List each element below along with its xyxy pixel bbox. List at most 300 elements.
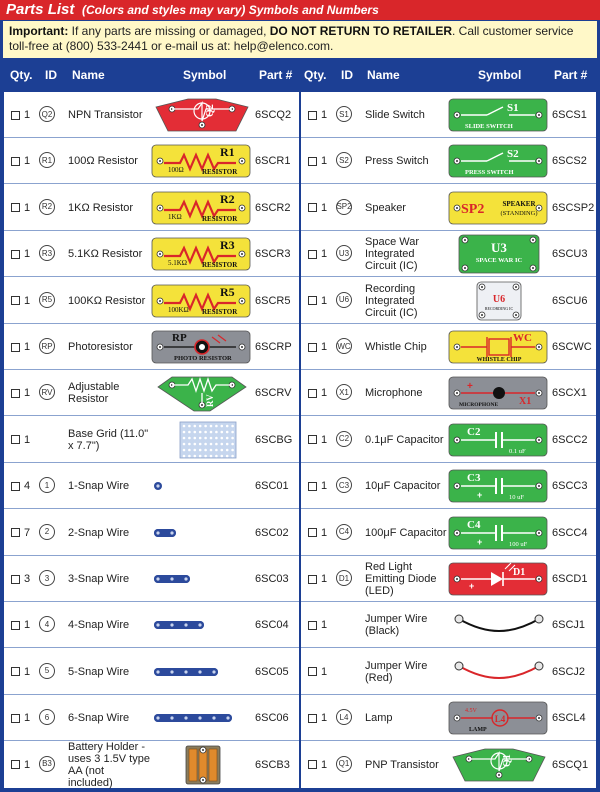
part-name: Lamp — [365, 712, 393, 725]
part-number: 6SCBG — [255, 433, 293, 446]
symbol-cell — [447, 234, 551, 274]
plus-sign: + — [477, 536, 483, 547]
symbol-label: Q1 — [502, 753, 513, 767]
mic-part-symbol — [447, 373, 551, 413]
qty-cell — [11, 417, 30, 463]
symbol-cell — [150, 605, 254, 645]
r-part-symbol — [150, 281, 254, 321]
qty-cell — [308, 556, 327, 602]
table-row — [301, 324, 596, 370]
right-column-header — [301, 64, 596, 86]
symbol-label: LAMP — [469, 727, 487, 734]
symbol-cell — [447, 605, 551, 645]
qty-value: 1 — [321, 155, 328, 168]
symbol-cell — [447, 420, 551, 460]
snap-part-symbol — [150, 513, 254, 553]
qty-cell — [308, 417, 327, 463]
sp-part-symbol — [447, 188, 551, 228]
part-name: 5-Snap Wire — [68, 665, 130, 678]
table-row — [4, 649, 299, 695]
id-badge: 4 — [39, 616, 55, 632]
id-badge: 5 — [39, 663, 55, 679]
id-badge: U6 — [336, 292, 352, 308]
symbol-label: U6 — [492, 293, 506, 305]
symbol-label: 5.1KΩ — [168, 259, 188, 268]
left-column-header — [4, 64, 299, 86]
symbol-label: RESISTOR — [202, 214, 238, 223]
id-badge: R5 — [39, 292, 55, 308]
qty-value: 1 — [321, 758, 328, 771]
header-symbol: Symbol — [183, 68, 227, 82]
symbol-cell — [447, 652, 551, 692]
symbol-label: 0.1 uF — [509, 447, 526, 455]
symbol-label: S1 — [507, 102, 519, 114]
id-badge: Q1 — [336, 756, 352, 772]
symbol-cell — [150, 95, 254, 135]
checkbox-icon[interactable] — [308, 343, 317, 352]
table-row — [301, 649, 596, 695]
icw-part-symbol — [447, 281, 551, 321]
symbol-label: C2 — [467, 425, 481, 438]
checkbox-icon[interactable] — [11, 621, 20, 630]
header-name: Name — [72, 68, 105, 82]
symbol-label: R2 — [220, 191, 235, 206]
qty-cell — [308, 278, 327, 324]
table-row — [301, 742, 596, 788]
symbol-cell — [150, 373, 254, 413]
part-number: 6SCR5 — [255, 294, 291, 307]
notice-contact: . Call customer service toll-free at (800) 533-2441 or e-mail us at: help@elenco.com. — [9, 24, 574, 53]
bat-part-symbol — [150, 745, 254, 785]
symbol-label: SP2 — [461, 201, 485, 217]
qty-cell — [308, 324, 327, 370]
part-name: Whistle Chip — [365, 341, 427, 353]
part-name: Microphone — [365, 387, 423, 400]
snap-part-symbol — [150, 559, 254, 599]
checkbox-icon[interactable] — [11, 714, 20, 723]
checkbox-icon[interactable] — [11, 435, 20, 444]
id-badge: 1 — [39, 477, 55, 493]
symbol-label: RESISTOR — [202, 307, 238, 316]
part-number: 6SCU3 — [552, 248, 588, 261]
checkbox-icon[interactable] — [11, 250, 20, 259]
cap-part-symbol — [447, 466, 551, 506]
qty-cell — [11, 278, 30, 324]
lamp-part-symbol — [447, 698, 551, 738]
checkbox-icon[interactable] — [11, 111, 20, 120]
id-badge: 3 — [39, 570, 55, 586]
checkbox-icon[interactable] — [308, 667, 317, 676]
checkbox-icon[interactable] — [308, 157, 317, 166]
symbol-cell — [150, 281, 254, 321]
checkbox-icon[interactable] — [11, 389, 20, 398]
qty-cell — [308, 463, 327, 509]
header-qty: Qty. — [304, 68, 327, 82]
part-name: 6-Snap Wire — [68, 712, 130, 725]
page-subtitle: (Colors and styles may vary) Symbols and Numbers — [82, 3, 379, 17]
qty-value: 1 — [321, 109, 328, 121]
table-row — [4, 278, 299, 324]
part-name: 100KΩ Resistor — [68, 294, 146, 307]
part-name: Adjustable Resistor — [68, 381, 120, 406]
part-name: Recording Integrated Circuit (IC) — [365, 282, 418, 319]
part-name: Battery Holder - uses 3 1.5V type AA (not included) — [68, 740, 150, 789]
symbol-label: X1 — [519, 396, 532, 408]
id-badge: RP — [39, 338, 55, 354]
qty-cell — [308, 231, 327, 277]
id-badge: 6 — [39, 709, 55, 725]
qty-value: 1 — [24, 712, 31, 725]
q-part-symbol — [447, 745, 551, 785]
part-name: 0.1μF Capacitor — [365, 433, 444, 446]
table-row — [301, 695, 596, 741]
part-name: Jumper Wire (Black) — [365, 613, 428, 638]
checkbox-icon[interactable] — [11, 528, 20, 537]
symbol-cell — [150, 327, 254, 367]
id-badge: WC — [336, 338, 352, 354]
table-row — [4, 92, 299, 138]
checkbox-icon[interactable] — [11, 343, 20, 352]
symbol-cell — [150, 188, 254, 228]
qty-value: 1 — [321, 480, 328, 493]
table-row — [301, 556, 596, 602]
part-name: PNP Transistor — [365, 758, 439, 771]
table-row — [301, 370, 596, 416]
symbol-cell — [150, 466, 254, 506]
qty-cell — [11, 510, 30, 556]
checkbox-icon[interactable] — [308, 250, 317, 259]
symbol-label: 10 uF — [509, 494, 524, 502]
part-name: NPN Transistor — [68, 109, 143, 121]
qty-cell — [11, 695, 30, 741]
snap-part-symbol — [150, 466, 254, 506]
symbol-label: PRESS SWITCH — [465, 169, 514, 177]
part-number: 6SCL4 — [552, 712, 586, 725]
part-number: 6SCQ2 — [255, 109, 292, 121]
part-number: 6SCQ1 — [552, 758, 589, 771]
table-row — [4, 510, 299, 556]
id-badge: C2 — [336, 431, 352, 447]
part-name: Red Light Emitting Diode (LED) — [365, 561, 437, 597]
checkbox-icon[interactable] — [308, 621, 317, 630]
symbol-cell — [447, 281, 551, 321]
rp-part-symbol — [150, 327, 254, 367]
qty-cell — [11, 185, 30, 231]
part-name: 1KΩ Resistor — [68, 201, 134, 214]
part-name: 10μF Capacitor — [365, 480, 441, 493]
qty-cell — [11, 742, 30, 788]
snap-part-symbol — [150, 652, 254, 692]
part-number: 6SCC2 — [552, 433, 588, 446]
q-part-symbol — [150, 95, 254, 135]
symbol-label: 100 uF — [509, 540, 528, 548]
symbol-cell — [447, 513, 551, 553]
header-part: Part # — [259, 68, 293, 82]
id-badge: X1 — [336, 384, 352, 400]
part-number: 6SC05 — [255, 665, 289, 678]
qty-value: 1 — [321, 433, 328, 446]
part-number: 6SCJ1 — [552, 619, 586, 632]
symbol-label: R5 — [220, 284, 235, 299]
qty-value: 7 — [24, 526, 31, 539]
symbol-label: C4 — [467, 518, 481, 531]
checkbox-icon[interactable] — [308, 482, 317, 491]
id-badge: C4 — [336, 524, 352, 540]
id-badge: S2 — [336, 152, 352, 168]
symbol-cell — [150, 652, 254, 692]
table-row — [4, 556, 299, 602]
qty-value: 1 — [24, 665, 31, 678]
header-id: ID — [45, 68, 57, 82]
part-number: 6SC04 — [255, 619, 289, 632]
qty-value: 1 — [321, 294, 328, 307]
symbol-label: SLIDE SWITCH — [465, 123, 513, 130]
header-symbol: Symbol — [478, 68, 522, 82]
checkbox-icon[interactable] — [11, 575, 20, 584]
checkbox-icon[interactable] — [308, 296, 317, 305]
qty-value: 1 — [321, 619, 328, 632]
part-name: Base Grid (11.0" x 7.7") — [68, 427, 149, 452]
symbol-label: PHOTO RESISTOR — [174, 355, 232, 362]
symbol-cell — [447, 95, 551, 135]
led-part-symbol — [447, 559, 551, 599]
symbol-label: SPEAKER — [502, 199, 536, 208]
qty-value: 1 — [321, 526, 328, 539]
qty-cell — [11, 231, 30, 277]
qty-value: 1 — [321, 387, 328, 400]
part-number: 6SCWC — [552, 341, 592, 353]
table-row — [4, 602, 299, 648]
plus-sign: + — [467, 381, 473, 393]
ic-part-symbol — [447, 234, 551, 274]
symbol-label: RECORDING IC — [484, 305, 514, 311]
sw-part-symbol — [447, 141, 551, 181]
checkbox-icon[interactable] — [308, 760, 317, 769]
table-row — [4, 695, 299, 741]
symbol-label: Q2 — [205, 104, 216, 117]
id-badge: RV — [39, 384, 55, 400]
part-number: 6SCB3 — [255, 758, 290, 771]
qty-cell — [11, 463, 30, 509]
qty-cell — [308, 510, 327, 556]
qty-cell — [11, 324, 30, 370]
part-number: 6SCSP2 — [552, 201, 595, 214]
id-badge: R1 — [39, 152, 55, 168]
qty-value: 1 — [24, 294, 31, 307]
part-name: 4-Snap Wire — [68, 619, 130, 632]
table-row — [301, 417, 596, 463]
table-row — [4, 463, 299, 509]
checkbox-icon[interactable] — [11, 482, 20, 491]
qty-cell — [11, 138, 30, 184]
symbol-cell — [150, 559, 254, 599]
jw-part-symbol — [447, 605, 551, 645]
part-name: Press Switch — [365, 155, 429, 168]
checkbox-icon[interactable] — [11, 760, 20, 769]
symbol-cell — [150, 745, 254, 785]
cap-part-symbol — [447, 420, 551, 460]
part-name: Photoresistor — [68, 341, 133, 353]
symbol-label: RV — [205, 394, 215, 408]
left-parts-table — [4, 92, 299, 788]
checkbox-icon[interactable] — [308, 575, 317, 584]
symbol-label: 1KΩ — [168, 212, 182, 221]
qty-value: 1 — [24, 758, 31, 771]
part-name: 2-Snap Wire — [68, 526, 130, 539]
rv-part-symbol — [150, 373, 254, 413]
qty-value: 1 — [321, 712, 328, 725]
jw-part-symbol — [447, 652, 551, 692]
checkbox-icon[interactable] — [308, 528, 317, 537]
part-name: 100μF Capacitor — [365, 526, 447, 539]
id-badge: L4 — [336, 709, 352, 725]
checkbox-icon[interactable] — [308, 203, 317, 212]
part-number: 6SCR2 — [255, 201, 291, 214]
id-badge: B3 — [39, 756, 55, 772]
qty-cell — [11, 602, 30, 648]
qty-value: 1 — [24, 248, 31, 261]
part-name: 1-Snap Wire — [68, 480, 130, 493]
checkbox-icon[interactable] — [308, 714, 317, 723]
checkbox-icon[interactable] — [308, 435, 317, 444]
symbol-cell — [150, 513, 254, 553]
table-row — [4, 231, 299, 277]
symbol-label: RP — [172, 332, 187, 344]
table-row — [301, 278, 596, 324]
qty-cell — [308, 370, 327, 416]
part-number: 6SCR1 — [255, 155, 291, 168]
qty-value: 1 — [24, 201, 31, 214]
wc-part-symbol — [447, 327, 551, 367]
qty-value: 1 — [321, 201, 328, 214]
symbol-cell — [447, 188, 551, 228]
id-badge: 2 — [39, 524, 55, 540]
qty-cell — [11, 649, 30, 695]
part-name: Slide Switch — [365, 109, 425, 121]
r-part-symbol — [150, 234, 254, 274]
part-number: 6SCC3 — [552, 480, 588, 493]
plus-sign: + — [469, 581, 475, 591]
symbol-label: S2 — [507, 148, 519, 161]
symbol-label: 100KΩ — [168, 305, 189, 314]
title-bar — [0, 0, 600, 20]
symbol-label: U3 — [491, 240, 507, 256]
symbol-cell — [150, 698, 254, 738]
part-name: 100Ω Resistor — [68, 155, 138, 168]
qty-value: 1 — [24, 109, 31, 121]
symbol-label: RESISTOR — [202, 168, 238, 177]
table-row — [4, 138, 299, 184]
notice-lead: Important: — [9, 24, 69, 38]
checkbox-icon[interactable] — [308, 111, 317, 120]
table-row — [301, 510, 596, 556]
qty-value: 1 — [24, 387, 31, 400]
qty-value: 1 — [321, 573, 328, 585]
symbol-cell — [447, 141, 551, 181]
table-row — [4, 370, 299, 416]
qty-cell — [308, 649, 327, 695]
header-qty: Qty. — [10, 68, 33, 82]
checkbox-icon[interactable] — [11, 667, 20, 676]
symbol-label: L4 — [494, 714, 506, 725]
part-number: 6SCRP — [255, 341, 292, 353]
part-number: 6SCD1 — [552, 573, 588, 585]
important-notice — [3, 21, 597, 58]
qty-value: 4 — [24, 480, 31, 493]
qty-value: 1 — [24, 155, 31, 168]
symbol-cell — [150, 141, 254, 181]
qty-value: 1 — [24, 619, 31, 632]
id-badge: U3 — [336, 245, 352, 261]
part-number: 6SC03 — [255, 573, 289, 585]
part-name: Jumper Wire (Red) — [365, 659, 428, 684]
cap-part-symbol — [447, 513, 551, 553]
checkbox-icon[interactable] — [308, 389, 317, 398]
table-row — [301, 463, 596, 509]
qty-value: 1 — [24, 341, 31, 353]
id-badge: S1 — [336, 106, 352, 122]
qty-cell — [308, 695, 327, 741]
right-parts-table — [301, 92, 596, 788]
id-badge: Q2 — [39, 106, 55, 122]
symbol-label: R3 — [220, 238, 235, 253]
part-name: 5.1KΩ Resistor — [68, 248, 143, 261]
symbol-label: RESISTOR — [202, 261, 238, 270]
qty-value: 3 — [24, 573, 31, 585]
symbol-cell — [447, 373, 551, 413]
notice-emphasis: DO NOT RETURN TO RETAILER — [269, 24, 452, 38]
checkbox-icon[interactable] — [11, 157, 20, 166]
table-row — [301, 92, 596, 138]
symbol-label: MICROPHONE — [459, 402, 499, 409]
checkbox-icon[interactable] — [11, 296, 20, 305]
snap-part-symbol — [150, 605, 254, 645]
symbol-cell — [150, 420, 254, 460]
notice-text: If any parts are missing or damaged, — [68, 24, 270, 38]
qty-cell — [308, 602, 327, 648]
checkbox-icon[interactable] — [11, 203, 20, 212]
part-number: 6SC02 — [255, 526, 289, 539]
symbol-label: (STANDING) — [500, 209, 538, 217]
part-name: Speaker — [365, 201, 406, 214]
qty-value: 1 — [24, 433, 31, 446]
qty-cell — [308, 742, 327, 788]
part-number: 6SCRV — [255, 387, 292, 400]
part-name: Space War Integrated Circuit (IC) — [365, 236, 420, 273]
symbol-label: 100Ω — [168, 166, 184, 175]
qty-cell — [11, 92, 30, 138]
id-badge: SP2 — [336, 199, 352, 215]
symbol-cell — [447, 698, 551, 738]
qty-cell — [308, 138, 327, 184]
symbol-label: D1 — [513, 567, 526, 578]
symbol-cell — [150, 234, 254, 274]
qty-cell — [11, 556, 30, 602]
part-number: 6SCS1 — [552, 109, 587, 121]
part-number: 6SCU6 — [552, 294, 588, 307]
table-row — [4, 324, 299, 370]
table-row — [4, 185, 299, 231]
qty-value: 1 — [321, 248, 328, 261]
table-row — [301, 231, 596, 277]
part-number: 6SCJ2 — [552, 665, 586, 678]
symbol-cell — [447, 466, 551, 506]
header-name: Name — [367, 68, 400, 82]
header-part: Part # — [554, 68, 588, 82]
qty-cell — [11, 370, 30, 416]
part-number: 6SCC4 — [552, 526, 588, 539]
table-row — [301, 185, 596, 231]
